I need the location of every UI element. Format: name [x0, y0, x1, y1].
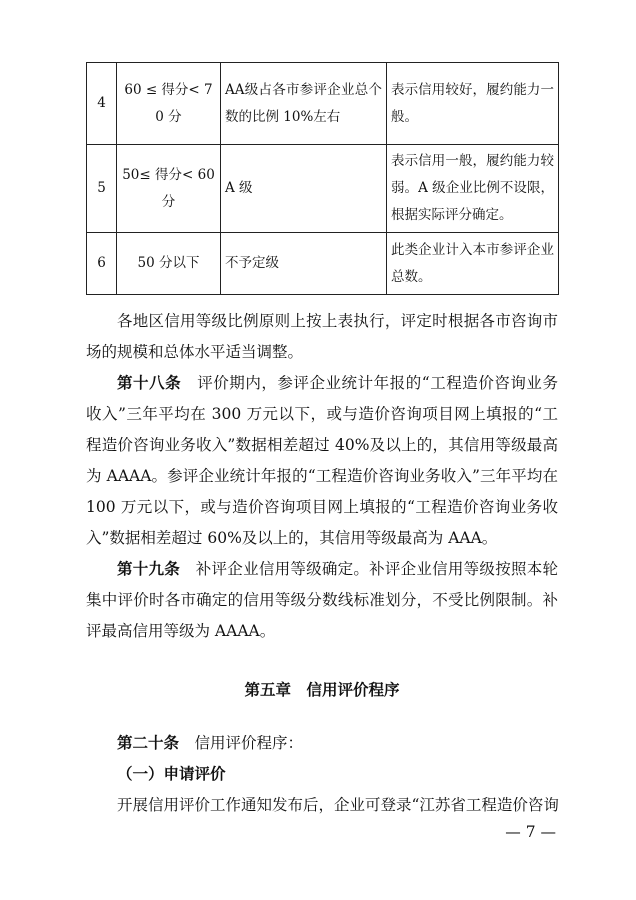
last-line: 开展信用评价工作通知发布后，企业可登录“江苏省工程造价咨询	[117, 796, 559, 814]
article-20-text: 信用评价程序：	[194, 734, 304, 752]
score-range: 60 ≤ 得分< 70 分	[117, 63, 221, 145]
table-row	[87, 145, 559, 233]
credit-rating-table	[86, 62, 559, 295]
grade-cell: A 级	[221, 145, 387, 233]
article-19-text: 补评企业信用等级确定。补评企业信用等级按照本轮集中评价时各市确定的信用等级分数线标准划分，不受比例限制。补评最高信用等级为 AAAA。	[86, 560, 558, 640]
meaning-cell: 表示信用一般，履约能力较弱。A 级企业比例不设限，根据实际评分确定。	[387, 145, 559, 233]
grade-cell: AA级占各市参评企业总个数的比例 10%左右	[221, 63, 387, 145]
article-18-title: 第十八条	[117, 374, 182, 392]
score-range: 50≤ 得分< 60 分	[117, 145, 221, 233]
row-number: 5	[87, 145, 117, 233]
article-20-title: 第二十条	[117, 734, 180, 752]
row-number: 6	[87, 233, 117, 295]
row-number: 4	[87, 63, 117, 145]
meaning-cell: 此类企业计入本市参评企业总数。	[387, 233, 559, 295]
page-number: — 7 —	[505, 823, 556, 841]
section-apply-title: （一）申请评价	[117, 765, 226, 783]
paragraph-article-19	[86, 554, 558, 647]
table-row	[87, 63, 559, 145]
paragraph-article-18	[86, 368, 558, 554]
article-18-text: 评价期内，参评企业统计年报的“工程造价咨询业务收入”三年平均在 300 万元以下，或与造价咨询项目网上填报的“工程造价咨询业务收入”数据相差超过 40%及以上的，其信用等级最高为 AAAA。参评企业统计年报的“工程造价咨询业务收入”三年平均在 100 万元以下，或与造价咨询项目网上填报的“工程造价咨询业务收入”数据相差超过 60%及以上的，其信用等级最高为 AAA。	[86, 374, 558, 547]
article-20-line	[86, 728, 558, 759]
score-range: 50 分以下	[117, 233, 221, 295]
meaning-cell: 表示信用较好，履约能力一般。	[387, 63, 559, 145]
chapter-title: 第五章 信用评价程序	[244, 681, 400, 699]
paragraph-ratio-adjustment: 各地区信用等级比例原则上按上表执行，评定时根据各市咨询市场的规模和总体水平适当调整。	[86, 312, 558, 361]
grade-cell: 不予定级	[221, 233, 387, 295]
table-row	[87, 233, 559, 295]
article-19-title: 第十九条	[117, 560, 181, 578]
